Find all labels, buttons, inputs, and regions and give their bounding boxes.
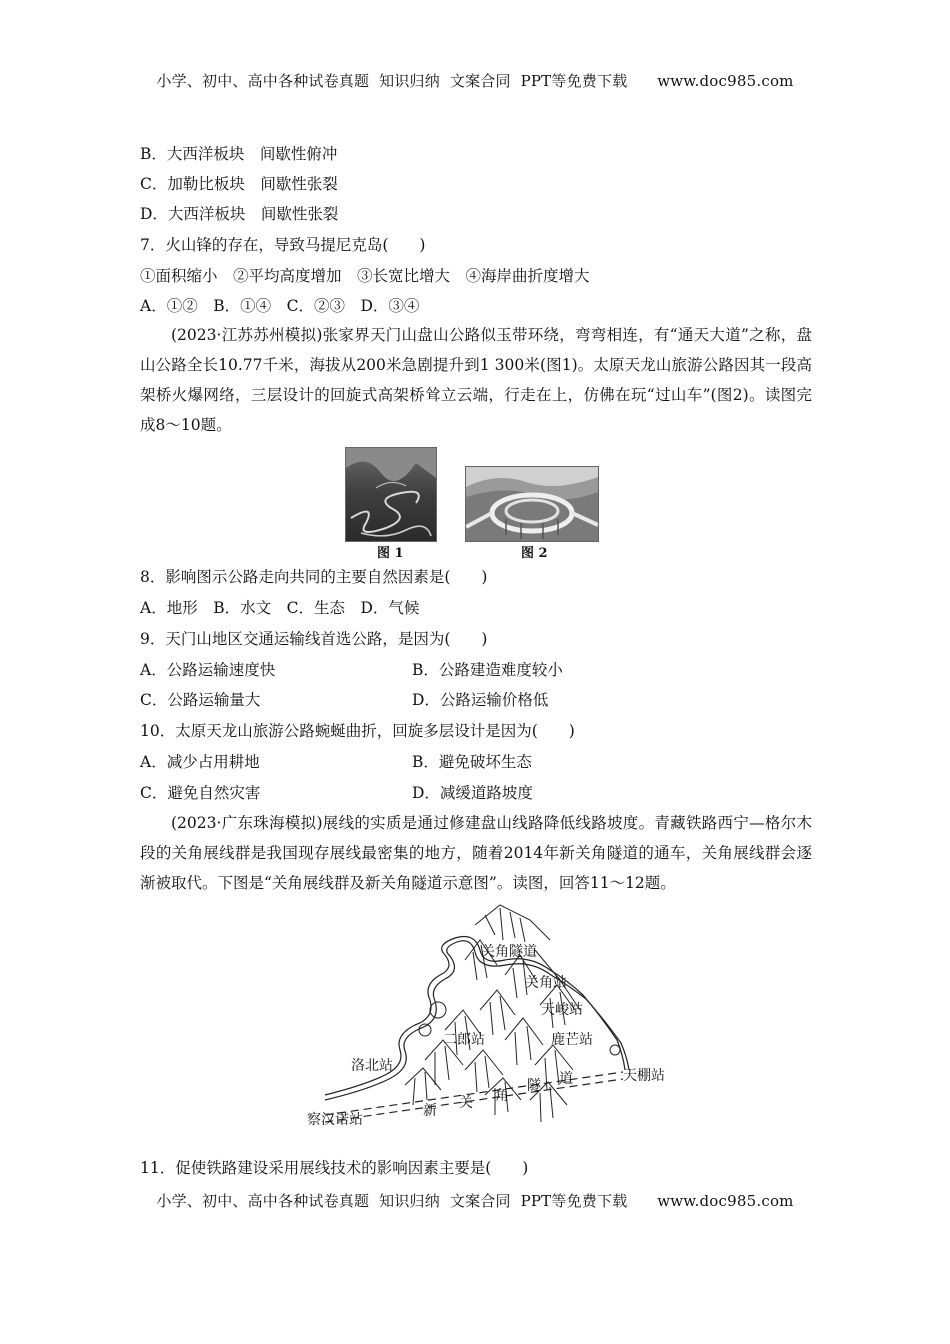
- label-new-tunnel-2: 关: [459, 1095, 473, 1111]
- q10-option-d: D．减缓道路坡度: [412, 784, 533, 802]
- page-footer: 小学、初中、高中各种试卷真题 知识归纳 文案合同 PPT等免费下载 www.doc985.com: [156, 1192, 794, 1210]
- label-new-tunnel-4: 隧: [527, 1078, 541, 1094]
- label-chahannuo-station: 察汉诺站: [307, 1112, 363, 1128]
- q6-option-d: D．大西洋板块 间歇性张裂: [140, 205, 339, 223]
- q10-stem: 10．太原天龙山旅游公路蜿蜒曲折，回旋多层设计是因为( ): [140, 722, 575, 740]
- label-guanjiao-station: 关角站: [525, 975, 567, 991]
- figure-2-photo: [465, 466, 599, 542]
- q7-stem: 7．火山锋的存在，导致马提尼克岛( ): [140, 236, 426, 254]
- passage-tianmen: (2023·江苏苏州模拟)张家界天门山盘山公路似玉带环绕，弯弯相连，有“通天大道”之称，盘山公路全长10.77千米，海拔从200米急剧提升到1 300米(图1)。太原天龙山旅游公路因其一段高架桥火爆网络，三层设计的回旋式高架桥耸立云端，行走在上，仿佛在玩“过山车”(图2)。读图完成8～10题。: [140, 326, 812, 434]
- page-header: 小学、初中、高中各种试卷真题 知识归纳 文案合同 PPT等免费下载 www.doc985.com: [156, 72, 794, 90]
- q9-option-b: B．公路建造难度较小: [412, 661, 563, 679]
- label-lumang-station: 鹿芒站: [551, 1032, 593, 1048]
- q7-items: ①面积缩小 ②平均高度增加 ③长宽比增大 ④海岸曲折度增大: [140, 267, 590, 285]
- label-new-tunnel-5: 道: [559, 1071, 573, 1087]
- figure-2-caption: 图 2: [521, 546, 548, 561]
- q10-option-b: B．避免破坏生态: [412, 753, 532, 771]
- q8-stem: 8．影响图示公路走向共同的主要自然因素是( ): [140, 568, 488, 586]
- label-tianjun-station: 天峻站: [541, 1002, 583, 1018]
- q10-option-c: C．避免自然灾害: [140, 784, 261, 802]
- q8-options: A．地形 B．水文 C．生态 D．气候: [140, 599, 420, 617]
- q9-option-c: C．公路运输量大: [140, 691, 261, 709]
- q9-stem: 9．天门山地区交通运输线首选公路，是因为( ): [140, 630, 488, 648]
- label-new-tunnel-1: 新: [423, 1103, 437, 1119]
- figure-1-photo: [345, 447, 437, 542]
- q9-option-a: A．公路运输速度快: [140, 661, 276, 679]
- q9-option-d: D．公路运输价格低: [412, 691, 549, 709]
- label-luobei-station: 洛北站: [351, 1058, 393, 1074]
- label-tianpeng-station: 天棚站: [623, 1068, 665, 1084]
- guanjiao-diagram: [305, 900, 675, 1140]
- q6-option-c: C．加勒比板块 间歇性张裂: [140, 175, 338, 193]
- q7-options: A．①② B．①④ C．②③ D．③④: [140, 297, 420, 315]
- q10-option-a: A．减少占用耕地: [140, 753, 260, 771]
- passage-guanjiao: (2023·广东珠海模拟)展线的实质是通过修建盘山线路降低线路坡度。青藏铁路西宁—格尔木段的关角展线群是我国现存展线最密集的地方，随着2014年新关角隧道的通车，关角展线群会逐渐被取代。下图是“关角展线群及新关角隧道示意图”。读图，回答11～12题。: [140, 814, 812, 892]
- label-new-tunnel-3: 角: [495, 1088, 509, 1104]
- q6-option-b: B．大西洋板块 间歇性俯冲: [140, 145, 338, 163]
- figure-1-caption: 图 1: [377, 546, 404, 561]
- label-guanjiao-tunnel: 关角隧道: [481, 944, 537, 960]
- q11-stem: 11．促使铁路建设采用展线技术的影响因素主要是( ): [140, 1159, 529, 1177]
- label-erlang-station: 二郎站: [443, 1032, 485, 1048]
